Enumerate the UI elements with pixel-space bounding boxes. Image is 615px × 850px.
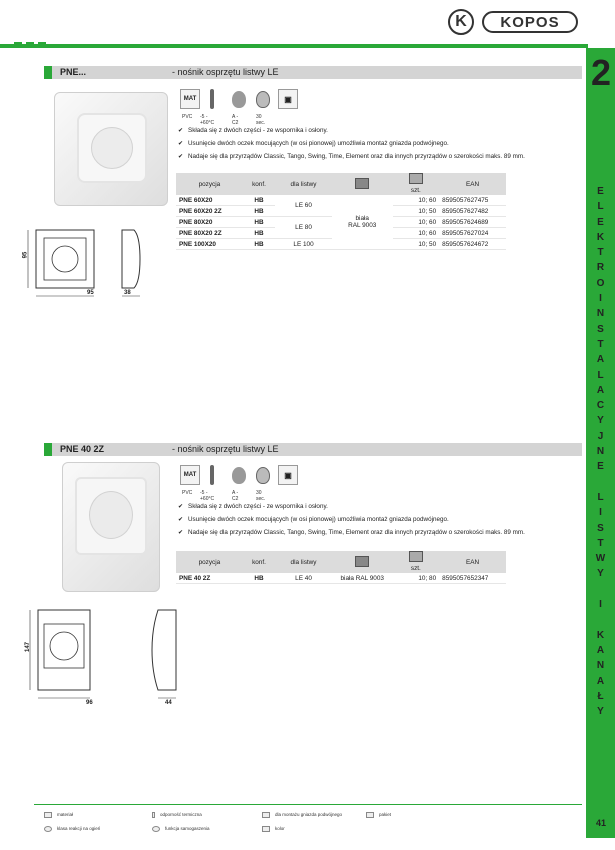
row-code: PNE 80X20 [176, 217, 243, 228]
row-qty: 10; 80 [393, 573, 440, 584]
technical-drawing [22, 602, 182, 712]
double-socket-icon: ▣ [278, 465, 298, 485]
chapter-letter [586, 612, 615, 627]
feature-text: Składa się z dwóch części - ze wspornika i osłony. [188, 127, 328, 134]
package-icon-cell [393, 173, 440, 186]
material-icon [44, 812, 52, 818]
col-konf: konf. [243, 551, 275, 573]
col-ean: EAN [439, 551, 506, 573]
row-listwa: LE 100 [275, 239, 332, 250]
chapter-letter: J [597, 430, 604, 442]
feature-text: Usunięcie dwóch oczek mocujących (w osi pionowej) umożliwia montaż gniazda podwójnego. [188, 140, 449, 147]
material-icon-text: MAT [183, 472, 197, 478]
section-marker [44, 66, 52, 79]
row-qty: 10; 60 [393, 228, 440, 239]
fire-class-label: A - C2 [232, 490, 239, 502]
page-number: 41 [595, 818, 606, 828]
chapter-letter: W [595, 553, 606, 565]
row-conf: HB [243, 217, 275, 228]
legend-item [152, 812, 202, 818]
row-ean: 8595057627482 [439, 206, 506, 217]
section-header-bar [44, 443, 582, 456]
double-socket-icon: ▣ [278, 89, 298, 109]
package-icon [366, 812, 374, 818]
row-conf: HB [243, 228, 275, 239]
thermometer-icon [210, 89, 214, 109]
row-qty: 10; 60 [393, 217, 440, 228]
chapter-letter: Y [597, 568, 604, 580]
chapter-letter: T [597, 247, 604, 259]
row-code: PNE 60X20 2Z [176, 206, 243, 217]
legend-text: klasa reakcji na ogień [57, 826, 101, 832]
socket-opening [50, 632, 78, 660]
feature-bullet: ✔ Nadaje się dla przyrządów Classic, Tango, Swing, Time, Element oraz dla innych przyrządów o szerokości maks. 89 mm. [178, 153, 525, 160]
row-qty: 10; 50 [393, 206, 440, 217]
color-line1: biała [355, 215, 369, 222]
flame-icon [232, 91, 246, 108]
product-photo [62, 462, 160, 592]
chapter-letter: I [599, 293, 602, 305]
self-extinguish-label: 30 sec. [256, 490, 266, 502]
product-title: - nośnik osprzętu listwy LE [172, 444, 279, 454]
row-ean: 8595057624672 [439, 239, 506, 250]
legend-item [44, 826, 100, 832]
dim-height: 95 [22, 251, 29, 259]
chapter-letter: O [596, 277, 605, 289]
col-dla-listwy: dla listwy [275, 551, 332, 573]
flame-icon [232, 467, 246, 484]
color-line2: RAL 9003 [348, 222, 377, 229]
dim-depth: 44 [165, 700, 172, 706]
feature-bullet: ✔ Nadaje się dla przyrządów Classic, Tango, Swing, Time, Element oraz dla innych przyrządów o szerokości maks. 89 mm. [178, 529, 525, 536]
row-qty: 10; 60 [393, 195, 440, 206]
dim-width: 96 [86, 700, 93, 706]
flame-icon [44, 826, 52, 832]
table-row [176, 195, 506, 206]
product-title: - nośnik osprzętu listwy LE [172, 67, 279, 77]
chapter-letter: E [597, 461, 604, 473]
dim-depth: 38 [124, 290, 131, 296]
row-ean: 8595057652347 [439, 573, 506, 584]
col-szt: szt. [393, 186, 440, 195]
chapter-letter: A [596, 675, 605, 687]
material-icon [180, 89, 200, 109]
fire-class-label: A - C2 [232, 114, 239, 126]
row-conf: HB [243, 239, 275, 250]
legend-item [262, 812, 342, 818]
chapter-letter: K [596, 231, 605, 243]
side-view-outline [122, 230, 140, 288]
chapter-letter: K [596, 629, 605, 641]
chapter-letter: E [597, 216, 604, 228]
section-header-bar [44, 66, 582, 79]
self-extinguish-icon [256, 467, 270, 484]
brand-k-letter: K [455, 13, 467, 30]
row-listwa: LE 80 [275, 217, 332, 239]
product-code: PNE 40 2Z [60, 444, 105, 454]
table-header-row [176, 173, 506, 186]
thermometer-icon [210, 465, 214, 485]
legend-text: odporność termiczna [160, 812, 202, 818]
chapter-letter: Ł [597, 690, 604, 702]
chapter-letter: A [596, 384, 605, 396]
chapter-letter: L [597, 491, 604, 503]
chapter-letter [586, 475, 615, 490]
front-view-outline [38, 610, 90, 690]
row-code: PNE 80X20 2Z [176, 228, 243, 239]
chapter-letter: A [596, 354, 605, 366]
material-icon [180, 465, 200, 485]
col-ean: EAN [439, 173, 506, 195]
side-view-outline [152, 610, 176, 690]
col-pozycja: pozycja [176, 173, 243, 195]
chapter-letter: N [596, 446, 605, 458]
feature-bullet: ✔ Usunięcie dwóch oczek mocujących (w osi pionowej) umożliwia montaż gniazda podwójnego. [178, 516, 449, 523]
technical-drawing [22, 226, 172, 306]
legend-text: funkcja samogaszenia [165, 826, 210, 832]
row-code: PNE 60X20 [176, 195, 243, 206]
chapter-letter: N [596, 308, 605, 320]
feature-bullet: ✔ Składa się z dwóch części - ze wspornika i osłony. [178, 127, 328, 134]
dim-height: 147 [25, 641, 32, 653]
material-label: PVC [182, 114, 193, 120]
product-table [176, 173, 506, 250]
row-conf: HB [243, 195, 275, 206]
row-code: PNE 40 2Z [176, 573, 243, 584]
product-code: PNE... [60, 67, 87, 77]
row-color [332, 195, 393, 250]
legend-text: kolor [275, 826, 285, 832]
chapter-letter: A [596, 644, 605, 656]
col-szt: szt. [393, 564, 440, 573]
feature-bullet: ✔ Usunięcie dwóch oczek mocujących (w osi pionowej) umożliwia montaż gniazda podwójnego. [178, 140, 449, 147]
legend-item [262, 826, 285, 832]
feature-text: Składa się z dwóch części - ze wspornika i osłony. [188, 503, 328, 510]
section-marker [44, 443, 52, 456]
thermometer-icon [152, 812, 155, 818]
row-conf: HB [243, 573, 275, 584]
chapter-number: 2 [590, 52, 612, 93]
col-konf: konf. [243, 173, 275, 195]
self-extinguish-label: 30 sec. [256, 114, 266, 126]
thermal-label: -5 - +60°C [200, 490, 215, 502]
legend-item [152, 826, 210, 832]
thermal-label: -5 - +60°C [200, 114, 215, 126]
material-label: PVC [182, 490, 193, 496]
double-socket-icon [262, 812, 270, 818]
chapter-letter: T [597, 537, 604, 549]
brand-name: KOPOS [500, 13, 560, 31]
brand-logo [482, 11, 578, 33]
self-extinguish-icon [152, 826, 160, 832]
legend-text: materiał [57, 812, 74, 818]
legend-item [44, 812, 73, 818]
chapter-letter: S [597, 323, 604, 335]
header-green-bar [0, 44, 588, 48]
row-code: PNE 100X20 [176, 239, 243, 250]
product-photo [54, 92, 168, 206]
chapter-letter: N [596, 660, 605, 672]
chapter-letter [586, 582, 615, 597]
feature-text: Usunięcie dwóch oczek mocujących (w osi pionowej) umożliwia montaż gniazda podwójnego. [188, 516, 449, 523]
feature-text: Nadaje się dla przyrządów Classic, Tango, Swing, Time, Element oraz dla innych przyrządów o szerokości maks. 89 mm. [188, 153, 525, 160]
product-table [176, 551, 506, 584]
feature-text: Nadaje się dla przyrządów Classic, Tango, Swing, Time, Element oraz dla innych przyrządów o szerokości maks. 89 mm. [188, 529, 525, 536]
footer-line [34, 804, 582, 805]
legend-text: pakiet [379, 812, 392, 818]
chapter-letter: L [597, 201, 604, 213]
dim-width: 95 [87, 290, 94, 296]
table-row [176, 573, 506, 584]
chapter-letter: I [599, 507, 602, 519]
brand-k-logo [448, 9, 474, 35]
row-ean: 8595057627475 [439, 195, 506, 206]
col-dla-listwy: dla listwy [275, 173, 332, 195]
legend-text: dla montażu gniazda podwójnego [275, 812, 343, 818]
color-icon-cell [332, 173, 393, 195]
chapter-letter: C [596, 400, 605, 412]
chapter-letter: L [597, 369, 604, 381]
chapter-letter: S [597, 522, 604, 534]
col-pozycja: pozycja [176, 551, 243, 573]
chapter-letter: I [599, 599, 602, 611]
self-extinguish-icon [256, 91, 270, 108]
chapter-letter: R [596, 262, 605, 274]
chapter-letter: E [597, 186, 604, 197]
chapter-letter: Y [597, 706, 604, 718]
row-ean: 8595057624689 [439, 217, 506, 228]
row-color: biała RAL 9003 [332, 573, 393, 584]
row-listwa: LE 40 [275, 573, 332, 584]
package-icon-cell [393, 551, 440, 564]
legend-item [366, 812, 391, 818]
row-conf: HB [243, 206, 275, 217]
feature-bullet: ✔ Składa się z dwóch części - ze wspornika i osłony. [178, 503, 328, 510]
front-view-inner [44, 238, 86, 280]
chapter-vertical-title [586, 184, 615, 719]
row-qty: 10; 50 [393, 239, 440, 250]
front-view-outline [36, 230, 94, 288]
row-listwa: LE 60 [275, 195, 332, 217]
chapter-letter: T [597, 338, 604, 350]
row-ean: 8595057627024 [439, 228, 506, 239]
chapter-letter: Y [597, 415, 604, 427]
material-icon-text: MAT [183, 96, 197, 102]
color-icon-cell [332, 551, 393, 573]
color-icon [262, 826, 270, 832]
socket-opening [52, 246, 78, 272]
table-header-row [176, 551, 506, 564]
